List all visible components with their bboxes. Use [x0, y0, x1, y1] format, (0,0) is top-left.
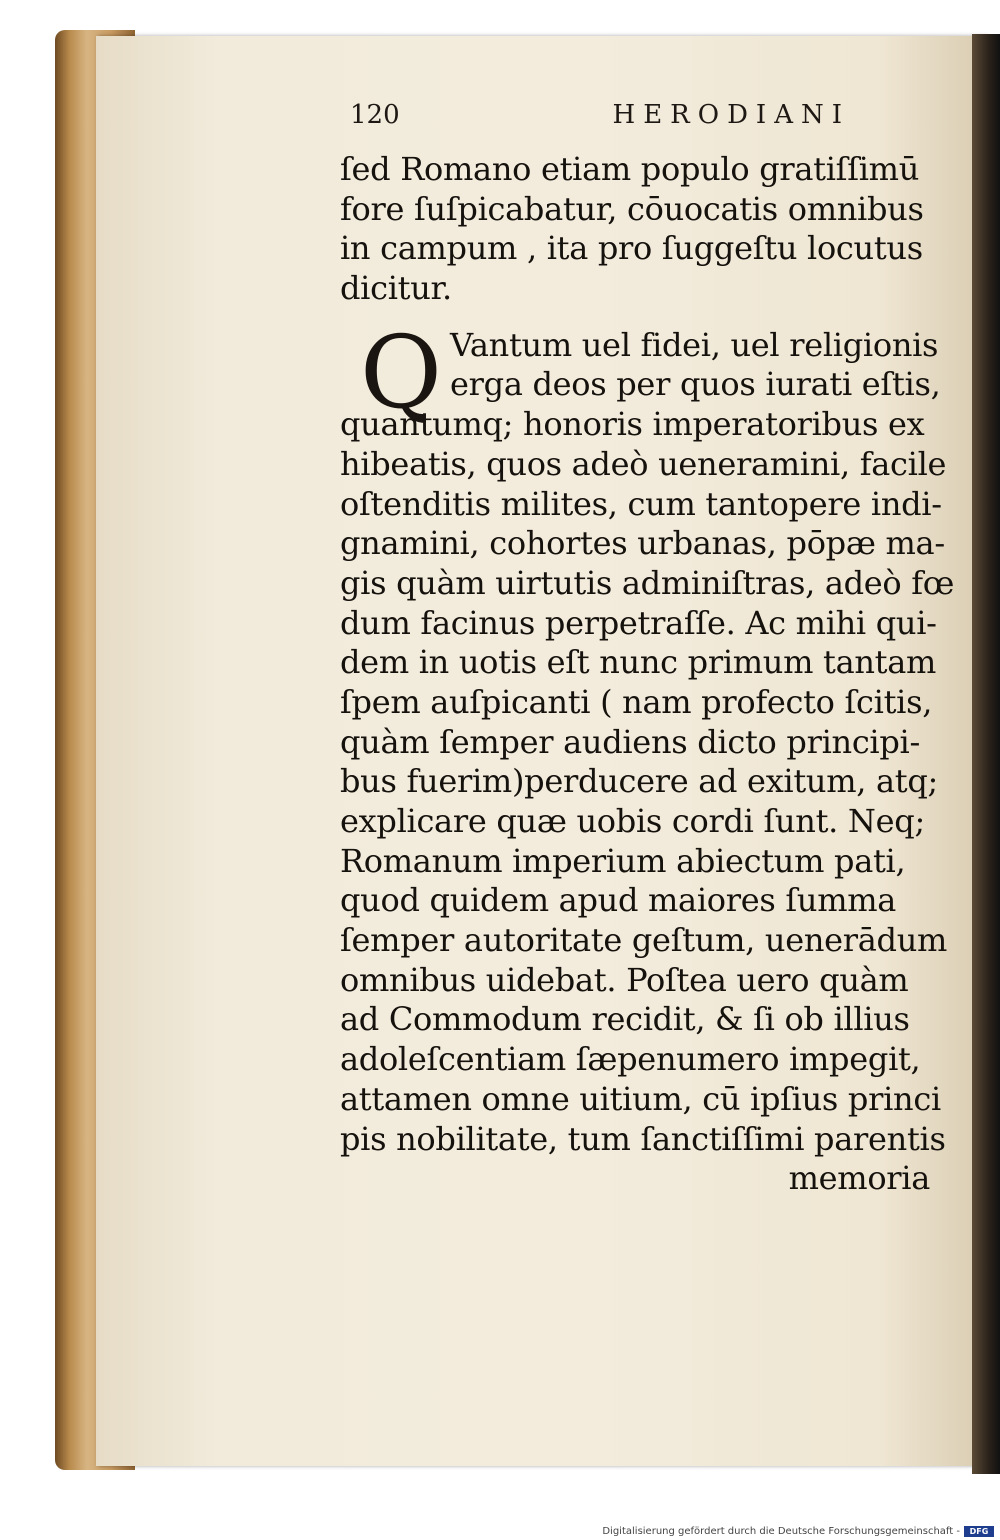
text-line: dem in uotis eſt nunc primum tantam: [340, 643, 937, 682]
dfg-logo: DFG: [964, 1526, 994, 1537]
text-line: pis nobilitate, tum ſanctiſſimi parentis: [340, 1119, 946, 1158]
text-line: dicitur.: [340, 269, 452, 308]
speech-paragraph: [340, 314, 955, 1159]
text-line: quantumq; honoris imperatoribus ex: [340, 405, 925, 444]
page-header: [350, 100, 850, 140]
text-line: Vantum uel fidei, uel religionis: [450, 325, 939, 364]
gutter-shadow: [972, 34, 1000, 1474]
digitization-credit: Digitalisierung gefördert durch die Deutsche Forschungsgemeinschaft -: [602, 1525, 960, 1537]
text-line: dum facinus perpetraſſe. Ac mihi qui-: [340, 603, 937, 642]
page-number: 120: [350, 100, 400, 130]
text-line: bus fuerim)perducere ad exitum, atq;: [340, 762, 939, 801]
footer-bar: [0, 1522, 1000, 1540]
text-line: hibeatis, quos adeò ueneramini, facile: [340, 444, 947, 483]
text-line: ſpem auſpicanti ( nam profecto ſcitis,: [340, 682, 933, 721]
drop-cap-initial: Q: [360, 314, 442, 431]
text-line: adoleſcentiam ſæpenumero impegit,: [340, 1040, 921, 1079]
catchword: memoria: [788, 1159, 930, 1198]
text-line: omnibus uidebat. Poſtea uero quàm: [340, 960, 909, 999]
text-line: attamen omne uitium, cū ipſius princi: [340, 1079, 941, 1118]
text-line: quod quidem apud maiores ſumma: [340, 881, 897, 920]
text-line: gnamini, cohortes urbanas, pōpæ ma-: [340, 524, 945, 563]
text-line: Romanum imperium abiectum pati,: [340, 841, 906, 880]
text-line: oſtenditis milites, cum tantopere indi-: [340, 484, 942, 523]
text-line: erga deos per quos iurati eſtis,: [450, 365, 941, 404]
body-text: [340, 150, 955, 1199]
text-line: ſemper autoritate geſtum, uenerādum: [340, 921, 948, 960]
text-line: explicare quæ uobis cordi ſunt. Neq;: [340, 802, 925, 840]
text-line: gis quàm uirtutis adminiſtras, adeò fœ: [340, 563, 955, 602]
text-line: quàm ſemper audiens dicto principi-: [340, 722, 921, 761]
text-line: ſed Romano etiam populo gratiſſimū: [340, 150, 920, 188]
text-line: in campum , ita pro ſuggeſtu locutus: [340, 229, 923, 268]
running-head: HERODIANI: [612, 100, 850, 130]
text-line: ad Commodum recidit, & ſi ob illius: [340, 1000, 910, 1039]
text-line: fore ſuſpicabatur, cōuocatis omnibus: [340, 189, 924, 228]
